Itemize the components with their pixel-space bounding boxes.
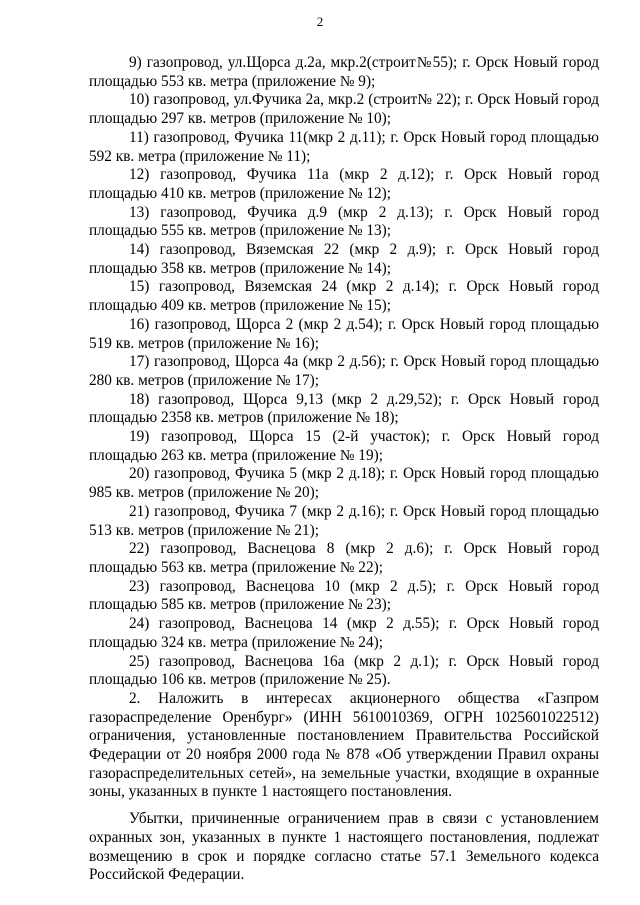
list-item: 13) газопровод, Фучика д.9 (мкр 2 д.13); г. Орск Новый город площадью 555 кв. метров (приложение № 13); — [89, 203, 599, 240]
list-item: 11) газопровод, Фучика 11(мкр 2 д.11); г. Орск Новый город площадью 592 кв. метра (приложение № 11); — [89, 128, 599, 165]
page-number: 2 — [316, 14, 324, 29]
list-item: 21) газопровод, Фучика 7 (мкр 2 д.16); г. Орск Новый город площадью 513 кв. метров (приложение № 21); — [89, 502, 599, 539]
list-item: 25) газопровод, Васнецова 16а (мкр 2 д.1); г. Орск Новый город площадью 106 кв. метров (приложение № 25). — [89, 652, 599, 689]
list-item: 18) газопровод, Щорса 9,13 (мкр 2 д.29,52); г. Орск Новый город площадью 2358 кв. метров (приложение № 18); — [89, 390, 599, 427]
list-item: 19) газопровод, Щорса 15 (2-й участок); г. Орск Новый город площадью 263 кв. метра (приложение № 19); — [89, 428, 599, 464]
list-item: 14) газопровод, Вяземская 22 (мкр 2 д.9); г. Орск Новый город площадью 358 кв. метров (приложение № 14); — [89, 241, 599, 277]
list-item: 16) газопровод, Щорса 2 (мкр 2 д.54); г. Орск Новый город площадью 519 кв. метров (приложение № 16); — [89, 315, 599, 352]
list-item: 20) газопровод, Фучика 5 (мкр 2 д.18); г. Орск Новый город площадью 985 кв. метров (приложение № 20); — [89, 465, 599, 502]
document-body — [89, 54, 599, 885]
list-item: 22) газопровод, Васнецова 8 (мкр 2 д.6); г. Орск Новый город площадью 563 кв. метра (приложение № 22); — [89, 540, 599, 576]
list-item: 24) газопровод, Васнецова 14 (мкр 2 д.55); г. Орск Новый город площадью 324 кв. метра (приложение № 24); — [89, 615, 599, 651]
list-item: 10) газопровод, ул.Фучика 2а, мкр.2 (строит№ 22); г. Орск Новый город площадью 297 кв. метров (приложение № 10); — [89, 91, 599, 128]
paragraph-spacer — [89, 802, 599, 810]
paragraph-compensation: Убытки, причиненные ограничением прав в связи с установлением охранных зон, указанных в пункте 1 настоящего постановления, подлежат возмещению в срок и порядке согласно статье 57.1 Земельного кодекса Российской Федерации. — [89, 810, 599, 884]
paragraph-restrictions: 2. Наложить в интересах акционерного общества «Газпром газораспределение Оренбург» (ИНН 5610010369, ОГРН 1025601022512) ограничения, установленные постановлением Правительства Российской Федерации от 20 ноября 2000 года № 878 «Об утверждении Правил охраны газораспределительных сетей», на земельные участки, входящие в охранные зоны, указанных в пункте 1 настоящего постановления. — [89, 689, 599, 801]
list-item: 15) газопровод, Вяземская 24 (мкр 2 д.14); г. Орск Новый город площадью 409 кв. метров (приложение № 15); — [89, 278, 599, 315]
list-item: 23) газопровод, Васнецова 10 (мкр 2 д.5); г. Орск Новый город площадью 585 кв. метров (приложение № 23); — [89, 577, 599, 614]
list-item: 17) газопровод, Щорса 4а (мкр 2 д.56); г. Орск Новый город площадью 280 кв. метров (приложение № 17); — [89, 353, 599, 389]
list-item: 9) газопровод, ул.Щорса д.2а, мкр.2(строит№55); г. Орск Новый город площадью 553 кв. метра (приложение № 9); — [89, 54, 599, 90]
list-item: 12) газопровод, Фучика 11а (мкр 2 д.12); г. Орск Новый город площадью 410 кв. метров (приложение № 12); — [89, 166, 599, 202]
